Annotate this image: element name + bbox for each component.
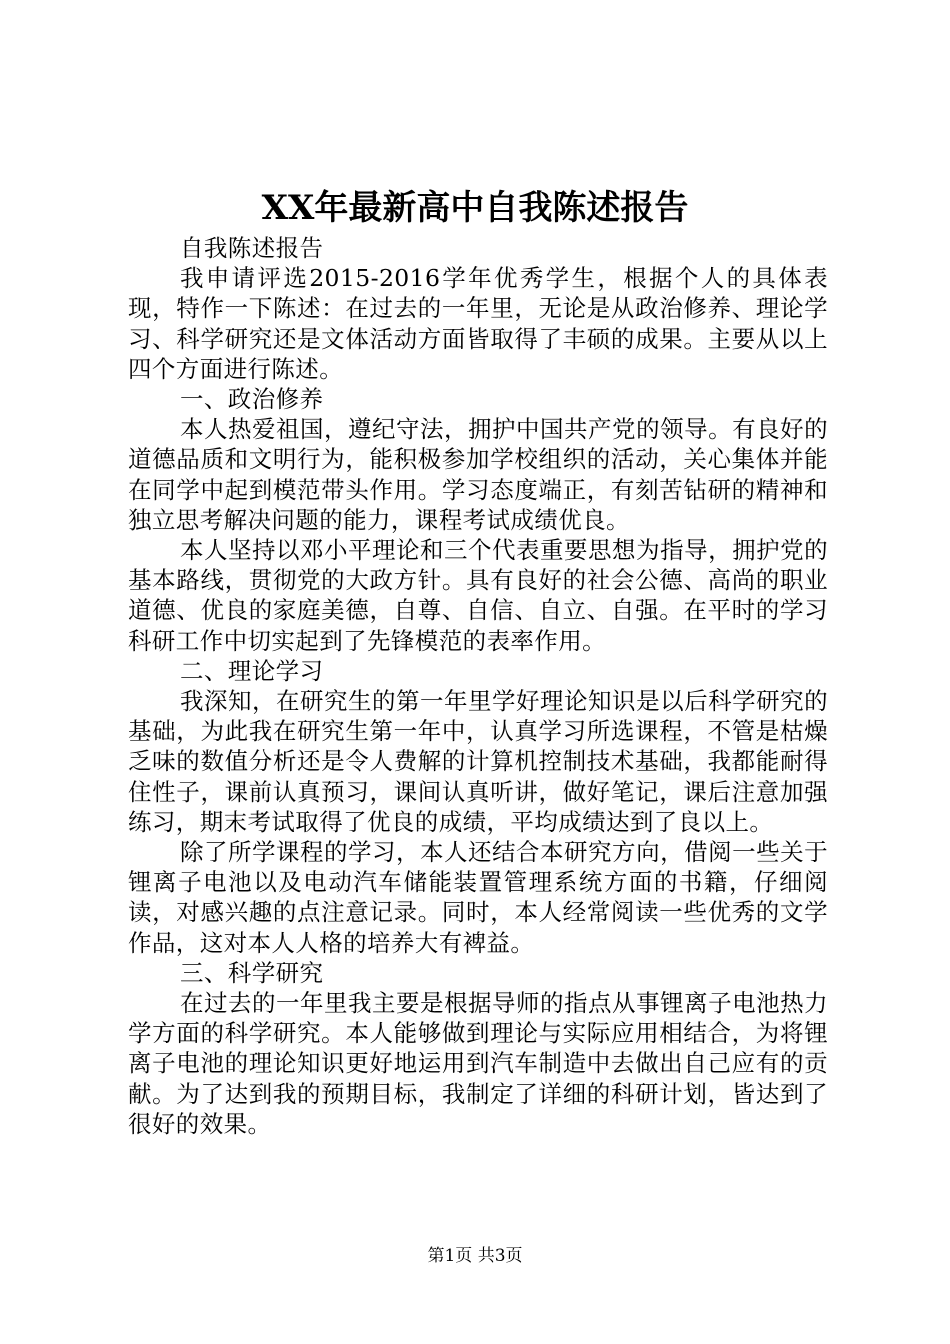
document-title: XX年最新高中自我陈述报告 (261, 188, 689, 228)
paragraph-political-2: 本人坚持以邓小平理论和三个代表重要思想为指导，拥护党的基本路线，贯彻党的大政方针。具有良好的社会公德、高尚的职业道德、优良的家庭美德，自尊、自信、自立、自强。在平时的学习科研工作中切实起到了先锋模范的表率作用。 (128, 536, 828, 655)
paragraph-theory-1: 我深知，在研究生的第一年里学好理论知识是以后科学研究的基础，为此我在研究生第一年中，认真学习所选课程，不管是枯燥乏味的数值分析还是令人费解的计算机控制技术基础，我都能耐得住性子，课前认真预习，课间认真听讲，做好笔记，课后注意加强练习，期末考试取得了优良的成绩，平均成绩达到了良以上。 (128, 687, 828, 836)
paragraph-theory-2: 除了所学课程的学习，本人还结合本研究方向，借阅一些关于锂离子电池以及电动汽车储能装置管理系统方面的书籍，仔细阅读，对感兴趣的点注意记录。同时，本人经常阅读一些优秀的文学作品，这对本人人格的培养大有裨益。 (128, 838, 828, 957)
paragraph-political-1: 本人热爱祖国，遵纪守法，拥护中国共产党的领导。有良好的道德品质和文明行为，能积极参加学校组织的活动，关心集体并能在同学中起到模范带头作用。学习态度端正，有刻苦钻研的精神和独立思考解决问题的能力，课程考试成绩优良。 (128, 415, 828, 534)
paragraph-research-1: 在过去的一年里我主要是根据导师的指点从事锂离子电池热力学方面的科学研究。本人能够做到理论与实际应用相结合，为将锂离子电池的理论知识更好地运用到汽车制造中去做出自己应有的贡献。为了达到我的预期目标，我制定了详细的科研计划，皆达到了很好的效果。 (128, 989, 828, 1138)
section-heading-research: 三、科学研究 (180, 958, 324, 987)
document-body (128, 233, 828, 1139)
section-heading-theory: 二、理论学习 (180, 656, 324, 685)
page-footer: 第1页 共3页 (427, 1246, 523, 1266)
section-heading-political: 一、政治修养 (180, 385, 324, 414)
paragraph-intro: 我申请评选2015-2016学年优秀学生，根据个人的具体表现，特作一下陈述：在过去的一年里，无论是从政治修养、理论学习、科学研究还是文体活动方面皆取得了丰硕的成果。主要从以上四个方面进行陈述。 (128, 264, 828, 383)
paragraph-heading-report: 自我陈述报告 (180, 234, 324, 262)
